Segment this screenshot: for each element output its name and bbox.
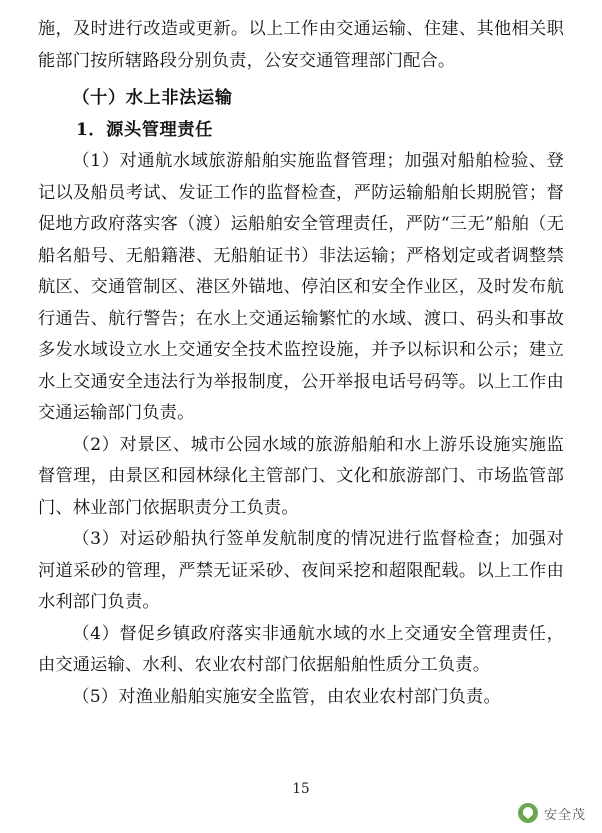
- paragraph-item-3: （3）对运砂船执行签单发航制度的情况进行监督检查；加强对河道采砂的管理，严禁无证采砂、夜间采挖和超限配载。以上工作由水利部门负责。: [38, 529, 564, 612]
- section-heading: （十）水上非法运输: [72, 88, 233, 108]
- watermark: [518, 803, 586, 823]
- page-number: 15: [292, 781, 310, 797]
- paragraph-item-2: （2）对景区、城市公园水域的旅游船舶和水上游乐设施实施监督管理，由景区和园林绿化主管部门、文化和旅游部门、市场监管部门、林业部门依据职责分工负责。: [38, 434, 564, 518]
- subsection-heading: 1．源头管理责任: [75, 119, 213, 140]
- watermark-label: 安全茂: [543, 807, 586, 823]
- paragraph-continued: 施，及时进行改造或更新。以上工作由交通运输、住建、其他相关职能部门按所辖路段分别负责，公安交通管理部门配合。: [38, 19, 564, 71]
- paragraph-item-5: （5）对渔业船舶实施安全监管，由农业农村部门负责。: [72, 686, 501, 707]
- paragraph-item-1: （1）对通航水域旅游船舶实施监督管理；加强对船舶检验、登记以及船员考试、发证工作的监督检查，严防运输船舶长期脱管；督促地方政府落实客（渡）运船舶安全管理责任，严防“三无”船舶（无船名船号、无船籍港、无船舶证书）非法运输；严格划定或者调整禁航区、交通管制区、港区外锚地、停泊区和安全作业区，及时发布航行通告、航行警告；在水上交通运输繁忙的水域、渡口、码头和事故多发水域设立水上交通安全技术监控设施，并予以标识和公示；建立水上交通安全违法行为举报制度，公开举报电话号码等。以上工作由交通运输部门负责。: [38, 151, 564, 423]
- shield-logo-icon: [518, 803, 538, 823]
- paragraph-item-4: （4）督促乡镇政府落实非通航水域的水上交通安全管理责任，由交通运输、水利、农业农村部门依据船舶性质分工负责。: [38, 623, 564, 675]
